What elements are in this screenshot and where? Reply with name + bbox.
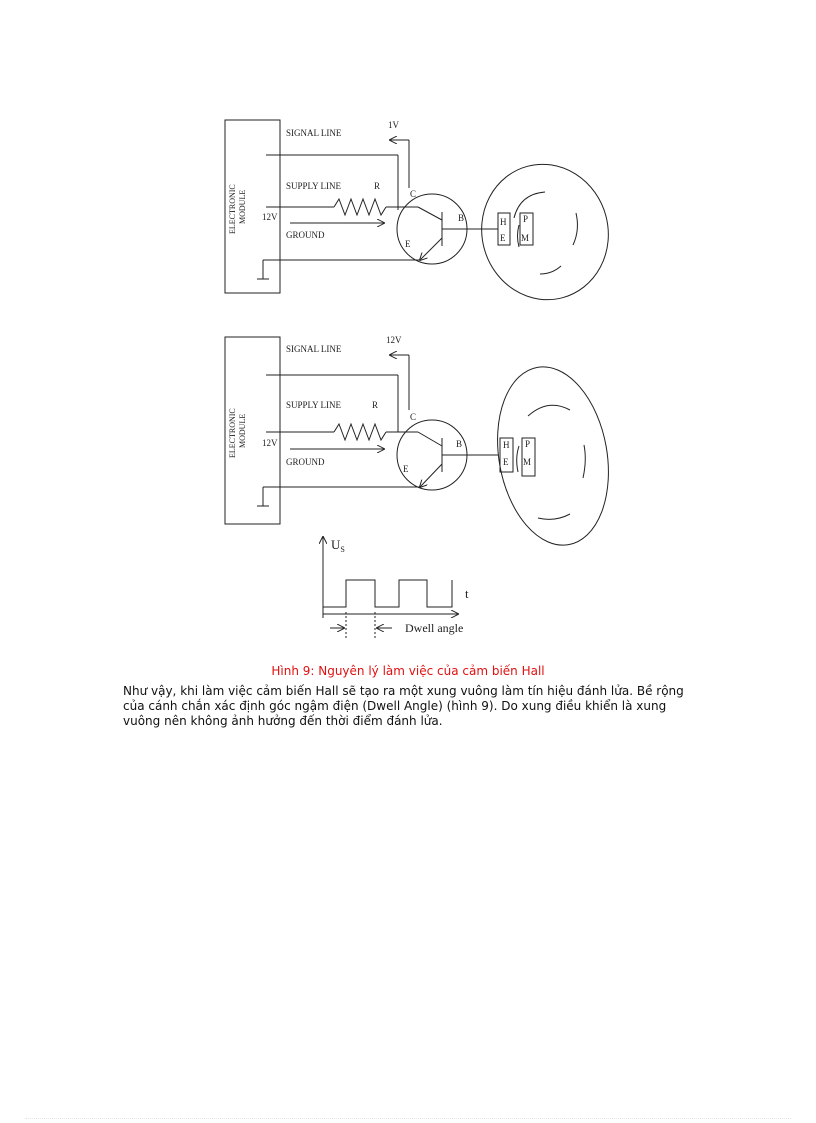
hall-element-label-1: H xyxy=(500,217,507,227)
signal-line-label: SIGNAL LINE xyxy=(286,344,342,354)
module-label-line-2: MODULE xyxy=(238,189,247,224)
magnet-label-1: P xyxy=(525,439,531,449)
hall-element-label-1: H xyxy=(503,440,510,450)
top-circuit xyxy=(225,120,623,314)
base-label: B xyxy=(456,439,463,449)
supply-voltage-label: 12V xyxy=(262,212,278,222)
bottom-circuit xyxy=(225,337,622,554)
signal-line-label: SIGNAL LINE xyxy=(286,128,342,138)
emitter-label: E xyxy=(403,464,409,474)
module-label-line-2: MODULE xyxy=(238,413,247,448)
collector-label: C xyxy=(410,412,417,422)
resistor-symbol xyxy=(334,199,386,215)
base-label: B xyxy=(458,213,465,223)
module-label-line-1: ELECTRONIC xyxy=(228,184,237,234)
bottom-circuit-labels xyxy=(228,335,531,474)
module-label-line-1: ELECTRONIC xyxy=(228,408,237,458)
rotor-ellipse xyxy=(467,150,624,314)
body-paragraph: Như vậy, khi làm việc cảm biến Hall sẽ tạo ra một xung vuông làm tín hiệu đánh lửa. Bề rộng của cánh chắn xác định góc ngậm điện (Dwell Angle) (hình 9). Do xung điều khiển là xung vuông nên không ảnh hưởng đến thời điểm đánh lửa. xyxy=(123,684,684,728)
output-voltage-label: 1V xyxy=(388,120,399,130)
ground-label: GROUND xyxy=(286,457,325,467)
dwell-angle-label: Dwell angle xyxy=(405,621,464,635)
hall-element-label-2: E xyxy=(500,233,506,243)
output-voltage-label: 12V xyxy=(386,335,402,345)
resistor-label: R xyxy=(372,400,379,410)
supply-voltage-label: 12V xyxy=(262,438,278,448)
waveform-labels xyxy=(331,537,469,635)
supply-line-label: SUPPLY LINE xyxy=(286,181,342,191)
rotor-ellipse xyxy=(484,358,622,554)
top-circuit-labels xyxy=(228,120,529,249)
resistor-label: R xyxy=(374,181,381,191)
figure-caption: Hình 9: Nguyên lý làm việc của cảm biến Hall xyxy=(271,664,545,678)
magnet-label-2: M xyxy=(521,233,530,243)
magnet-label-2: M xyxy=(523,457,532,467)
x-axis-label: t xyxy=(465,586,469,601)
supply-line-label: SUPPLY LINE xyxy=(286,400,342,410)
square-wave xyxy=(323,580,452,607)
ground-label: GROUND xyxy=(286,230,325,240)
y-axis-label: $U_S$ xyxy=(331,537,345,554)
emitter-label: E xyxy=(405,239,411,249)
hall-element-label-2: E xyxy=(503,457,509,467)
resistor-symbol xyxy=(334,424,386,440)
collector-label: C xyxy=(410,189,417,199)
magnet-label-1: P xyxy=(523,214,529,224)
page-footer-divider xyxy=(25,1118,791,1119)
